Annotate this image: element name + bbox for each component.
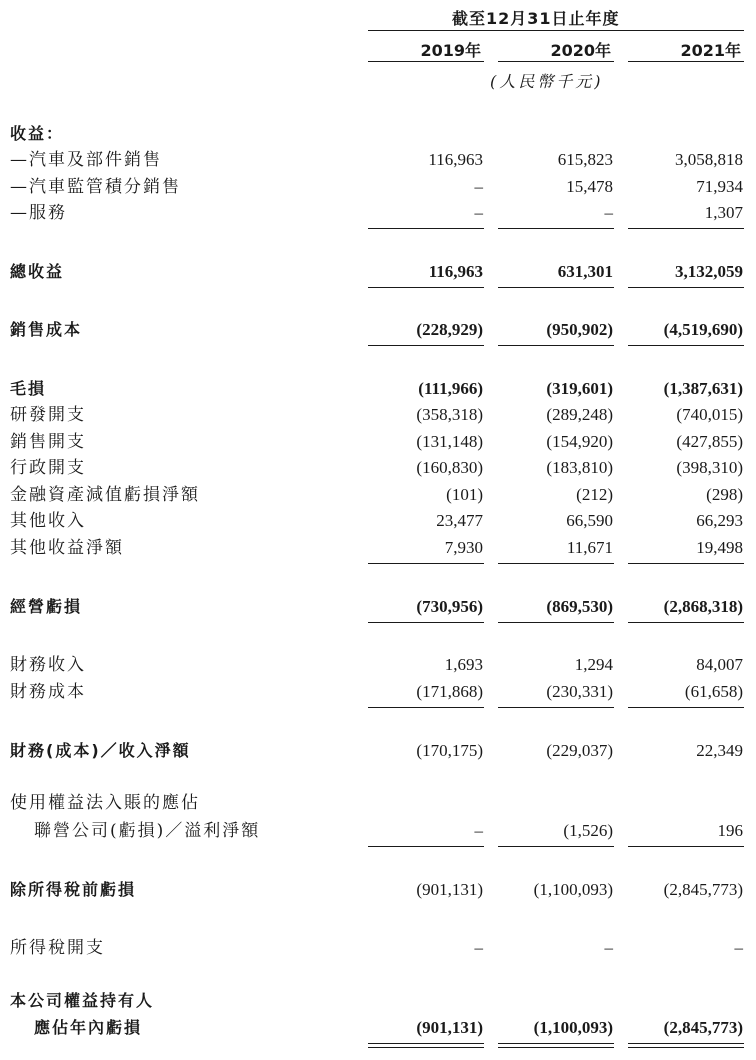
total-revenue-2019: 116,963	[428, 262, 483, 281]
unit-label: (人民幣千元)	[490, 72, 604, 91]
associates-2020: (1,526)	[563, 821, 613, 840]
gross-loss-2020: (319,601)	[546, 379, 613, 398]
associates-rule	[628, 846, 744, 847]
loss-attributable-2021: (2,845,773)	[663, 1018, 743, 1037]
impairment-2019: (101)	[446, 485, 483, 504]
admin-expense-2019: (160,830)	[416, 458, 483, 477]
year-header-2021: 2021年	[680, 41, 741, 60]
associates-rule	[368, 846, 484, 847]
revenue-services-2019: –	[474, 203, 483, 222]
subtotal-rule	[628, 228, 744, 229]
finance-net-label: 財務(成本)／收入淨額	[10, 741, 191, 760]
cost-rule	[498, 345, 614, 346]
revenue-credits-label: —汽車監管積分銷售	[10, 177, 181, 197]
year-header-2020: 2020年	[550, 41, 611, 60]
subtotal-rule	[368, 228, 484, 229]
rd-expense-2020: (289,248)	[546, 405, 613, 424]
income-tax-2021: –	[734, 938, 743, 957]
revenue-credits-2020: 15,478	[566, 177, 613, 196]
gross-loss-2019: (111,966)	[418, 379, 483, 398]
grand-total-double-rule	[368, 1043, 484, 1048]
loss-attributable-2019: (901,131)	[416, 1018, 483, 1037]
period-title: 截至12月31日止年度	[452, 9, 620, 28]
cost-of-sales-2020: (950,902)	[546, 320, 613, 339]
other-gains-2019: 7,930	[444, 538, 483, 557]
finance-net-2021: 22,349	[696, 741, 743, 760]
selling-expense-2019: (131,148)	[416, 432, 483, 451]
total-revenue-2021: 3,132,059	[675, 262, 743, 281]
cost-of-sales-2021: (4,519,690)	[663, 320, 743, 339]
grand-total-double-rule	[628, 1043, 744, 1048]
revenue-services-2020: –	[604, 203, 613, 222]
revenue-vehicles-2019: 116,963	[428, 150, 483, 169]
revenue-credits-2019: –	[474, 177, 483, 196]
selling-expense-2020: (154,920)	[546, 432, 613, 451]
revenue-vehicles-label: —汽車及部件銷售	[10, 150, 162, 170]
admin-expense-label: 行政開支	[10, 458, 86, 478]
loss-attributable-label-line2: 應佔年內虧損	[34, 1018, 143, 1037]
finance-income-2019: 1,693	[444, 655, 483, 674]
total-rule	[368, 287, 484, 288]
expenses-rule	[498, 563, 614, 564]
total-revenue-2020: 631,301	[557, 262, 613, 281]
income-tax-2020: –	[604, 938, 613, 957]
operating-rule	[498, 622, 614, 623]
finance-cost-2021: (61,658)	[684, 682, 743, 701]
operating-loss-2021: (2,868,318)	[663, 597, 743, 616]
finance-cost-2020: (230,331)	[546, 682, 613, 701]
revenue-vehicles-2020: 615,823	[557, 150, 613, 169]
cost-rule	[628, 345, 744, 346]
total-revenue-label: 總收益	[10, 262, 65, 281]
year-header-2019: 2019年	[420, 41, 481, 60]
other-income-2021: 66,293	[696, 511, 743, 530]
associates-2019: –	[474, 821, 483, 840]
finance-income-label: 財務收入	[10, 655, 86, 675]
finance-income-2021: 84,007	[696, 655, 743, 674]
total-rule	[628, 287, 744, 288]
associates-label-line2: 聯營公司(虧損)／溢利淨額	[34, 821, 261, 841]
rd-expense-label: 研發開支	[10, 405, 86, 425]
impairment-2021: (298)	[706, 485, 743, 504]
finance-net-2020: (229,037)	[546, 741, 613, 760]
finance-rule	[368, 707, 484, 708]
other-income-2020: 66,590	[566, 511, 613, 530]
revenue-credits-2021: 71,934	[696, 177, 743, 196]
admin-expense-2020: (183,810)	[546, 458, 613, 477]
rd-expense-2019: (358,318)	[416, 405, 483, 424]
operating-loss-2019: (730,956)	[416, 597, 483, 616]
revenue-services-2021: 1,307	[704, 203, 743, 222]
gross-loss-2021: (1,387,631)	[663, 379, 743, 398]
revenue-vehicles-2021: 3,058,818	[675, 150, 743, 169]
associates-rule	[498, 846, 614, 847]
finance-cost-label: 財務成本	[10, 682, 86, 702]
revenue-services-label: —服務	[10, 203, 67, 223]
operating-loss-label: 經營虧損	[10, 597, 83, 616]
loss-before-tax-2020: (1,100,093)	[533, 880, 613, 899]
other-gains-2020: 11,671	[566, 538, 613, 557]
other-gains-2021: 19,498	[696, 538, 743, 557]
revenue-section-title: 收益：	[10, 124, 65, 143]
year-rule-2021	[628, 61, 744, 62]
rd-expense-2021: (740,015)	[676, 405, 743, 424]
cost-of-sales-2019: (228,929)	[416, 320, 483, 339]
gross-loss-label: 毛損	[10, 379, 47, 398]
expenses-rule	[628, 563, 744, 564]
cost-of-sales-label: 銷售成本	[10, 320, 83, 339]
finance-rule	[498, 707, 614, 708]
finance-cost-2019: (171,868)	[416, 682, 483, 701]
operating-rule	[368, 622, 484, 623]
associates-label-line1: 使用權益法入賬的應佔	[10, 793, 200, 813]
selling-expense-2021: (427,855)	[676, 432, 743, 451]
finance-net-2019: (170,175)	[416, 741, 483, 760]
loss-before-tax-label: 除所得稅前虧損	[10, 880, 137, 899]
grand-total-double-rule	[498, 1043, 614, 1048]
operating-rule	[628, 622, 744, 623]
admin-expense-2021: (398,310)	[676, 458, 743, 477]
operating-loss-2020: (869,530)	[546, 597, 613, 616]
loss-before-tax-2019: (901,131)	[416, 880, 483, 899]
cost-rule	[368, 345, 484, 346]
other-income-2019: 23,477	[436, 511, 483, 530]
finance-income-2020: 1,294	[574, 655, 613, 674]
loss-attributable-2020: (1,100,093)	[533, 1018, 613, 1037]
year-rule-2019	[368, 61, 484, 62]
expenses-rule	[368, 563, 484, 564]
total-rule	[498, 287, 614, 288]
selling-expense-label: 銷售開支	[10, 432, 86, 452]
associates-2021: 196	[717, 821, 743, 840]
loss-attributable-label-line1: 本公司權益持有人	[10, 991, 155, 1010]
other-income-label: 其他收入	[10, 511, 86, 531]
income-tax-2019: –	[474, 938, 483, 957]
impairment-2020: (212)	[576, 485, 613, 504]
subtotal-rule	[498, 228, 614, 229]
loss-before-tax-2021: (2,845,773)	[663, 880, 743, 899]
year-rule-2020	[498, 61, 614, 62]
other-gains-label: 其他收益淨額	[10, 538, 124, 558]
period-title-rule	[368, 30, 744, 31]
finance-rule	[628, 707, 744, 708]
income-tax-label: 所得稅開支	[10, 938, 105, 958]
impairment-label: 金融資產減值虧損淨額	[10, 485, 200, 505]
